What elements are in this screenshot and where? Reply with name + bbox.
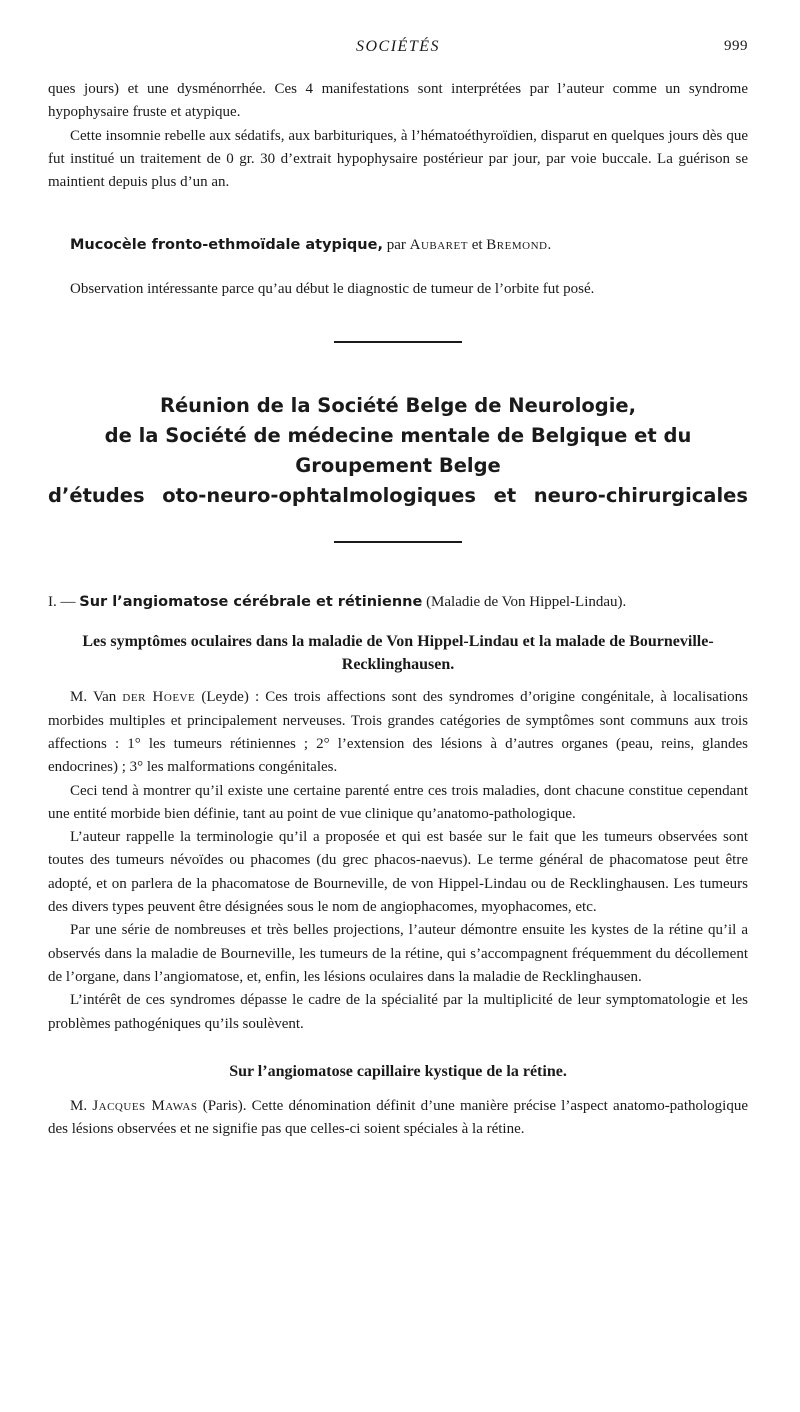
symptomes-author: der Hoeve bbox=[122, 689, 196, 706]
section-divider-2 bbox=[334, 541, 462, 543]
document-page bbox=[0, 38, 800, 1412]
symptomes-author-prefix: M. Van bbox=[70, 689, 117, 706]
capillaire-author: Jacques Mawas bbox=[92, 1097, 198, 1114]
reunion-line-1: Réunion de la Société Belge de Neurologie, bbox=[159, 394, 637, 418]
mucocele-by: par bbox=[386, 237, 406, 254]
part-1-paren: (Maladie de Von Hippel-Lindau). bbox=[426, 594, 627, 611]
capillaire-heading: Sur l’angiomatose capillaire kystique de la rétine. bbox=[229, 1062, 567, 1080]
mucocele-and: et bbox=[471, 237, 483, 254]
page-number: 999 bbox=[724, 38, 748, 54]
symptomes-p1-text: (Leyde) : Ces trois affections sont des syndromes d’origine congénitale, à localisations morbides multiples et principalement nerveuses. Trois grandes catégories de symptômes sont communs aux trois affections : 1° les tumeurs rétiniennes ; 2° l’extension des lésions à d’autres organes (peau, reins, glandes endocrines) ; 3° les malformations congénitales. bbox=[48, 689, 748, 776]
symptomes-paragraph-1 bbox=[48, 686, 748, 779]
part-1-number: I. — bbox=[48, 594, 76, 611]
capillaire-p1-text: (Paris). Cette dénomination définit d’une manière précise l’aspect anatomo-pathologique des lésions observées et ne signifie pas que celles-ci soient spéciales à la rétine. bbox=[48, 1097, 749, 1138]
mucocele-author-2: Bremond. bbox=[486, 237, 552, 254]
intro-paragraph-2: Cette insomnie rebelle aux sédatifs, aux barbituriques, à l’hématoéthyroïdien, disparut en quelques jours dès que fut institué un traitement de 0 gr. 30 d’extrait hypophysaire postérieur par jour, par voie buccale. La guérison se maintient depuis plus d’un an. bbox=[48, 127, 748, 191]
part-1-heading: Sur l’angiomatose cérébrale et rétinienne bbox=[79, 594, 423, 611]
reunion-line-3: Groupement Belge bbox=[295, 454, 501, 478]
symptomes-paragraph-4: Par une série de nombreuses et très belles projections, l’auteur démontre ensuite les kystes de la rétine qu’il a observés dans la maladie de Bourneville, les tumeurs de la rétine, qui s’accompagnent fréquemment du décollement de l’organe, dans l’angiomatose, et, enfin, les lésions oculaires dans la maladie de Recklinghausen. bbox=[48, 922, 748, 985]
reunion-line-2: de la Société de médecine mentale de Belgique et du bbox=[104, 424, 692, 448]
part-1-title bbox=[48, 591, 748, 614]
symptomes-paragraph-2: Ceci tend à montrer qu’il existe une certaine parenté entre ces trois maladies, dont chacune constitue cependant une entité morbide bien définie, tant au point de vue clinique qu’anatomo-pathologique. bbox=[48, 782, 748, 822]
mucocele-title: Mucocèle fronto-ethmoïdale atypique, bbox=[70, 237, 383, 254]
running-title: SOCIÉTÉS bbox=[356, 38, 440, 55]
mucocele-body: Observation intéressante parce qu’au début le diagnostic de tumeur de l’orbite fut posé. bbox=[70, 280, 595, 297]
symptomes-paragraph-3: L’auteur rappelle la terminologie qu’il a proposée et qui est basée sur le fait que les tumeurs observées sont toutes des tumeurs névoïdes ou phacomes (du grec phacos-naevus). Le terme général de phacomatose peut être adopté, et on parlera de la phacomatose de Bourneville, de von Hippel-Lindau ou de Recklinghausen. Les tumeurs des divers types peuvent être désignées sous le nom de angiophacomes, myophacomes, etc. bbox=[48, 829, 748, 916]
reunion-line-4: d’études oto-neuro-ophtalmologiques et neuro-chirurgicales bbox=[48, 484, 748, 508]
capillaire-author-prefix: M. bbox=[70, 1097, 88, 1114]
reunion-title bbox=[48, 391, 748, 511]
symptomes-paragraph-5: L’intérêt de ces syndromes dépasse le cadre de la spécialité par la multiplicité de leur symptomatologie et les problèmes pathogéniques qu’ils soulèvent. bbox=[48, 992, 748, 1032]
capillaire-paragraph-1 bbox=[48, 1095, 748, 1142]
mucocele-heading bbox=[48, 234, 748, 257]
running-header bbox=[48, 38, 748, 78]
mucocele-author-1: Aubaret bbox=[409, 237, 468, 254]
intro-paragraph-1: ques jours) et une dysménorrhée. Ces 4 manifestations sont interprétées par l’auteur comme un syndrome hypophysaire fruste et atypique. bbox=[48, 81, 748, 121]
symptomes-heading: Les symptômes oculaires dans la maladie de Von Hippel-Lindau et la malade de Bourneville-Recklinghausen. bbox=[82, 633, 714, 674]
section-divider-1 bbox=[334, 341, 462, 343]
